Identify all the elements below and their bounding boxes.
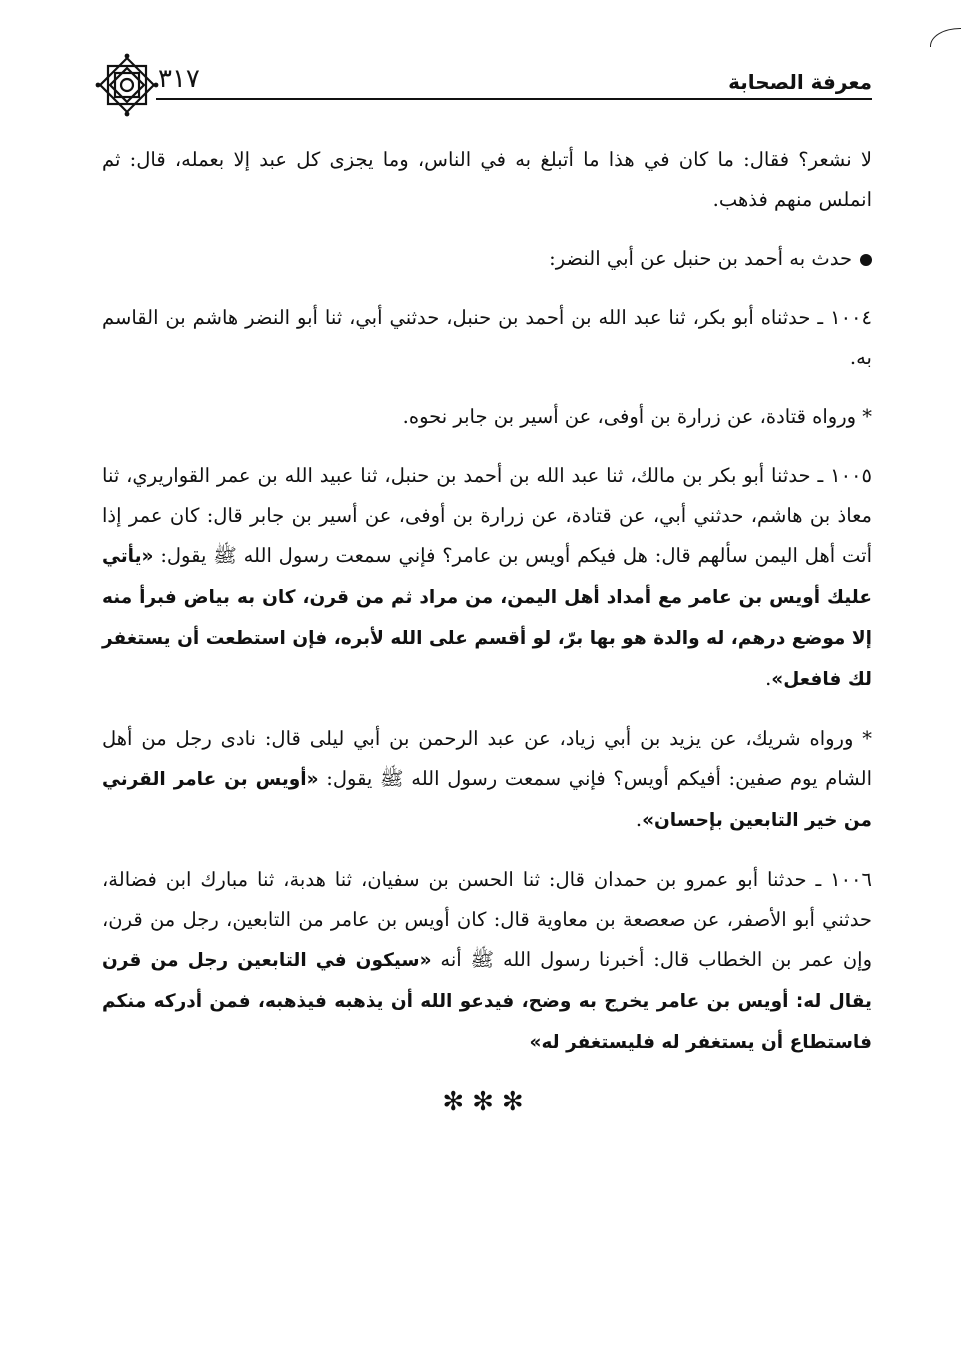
paragraph-text: ١٠٠٦ ـ حدثنا أبو عمرو بن حمدان قال: ثنا الحسن بن سفيان، ثنا هدبة، ثنا مبارك ابن فضالة، حدثني أبو الأصفر، عن صعصعة بن معاوية قال: كان أويس بن عامر من التابعين، رجل من قرن، وإن عمر بن الخطاب قال: أخبرنا رسول الله ﷺ أنه bbox=[102, 868, 872, 971]
bullet-icon bbox=[860, 254, 872, 266]
paragraph-text: لا نشعر؟ فقال: ما كان في هذا ما أتبلغ به في الناس، وما يجزى كل عبد إلا بعمله، قال: ثم انملس منهم فذهب. bbox=[102, 148, 872, 211]
paragraph-p7 bbox=[102, 860, 872, 1063]
hadith-quote: «يأتي عليك أويس بن عامر مع أمداد أهل اليمن، من مراد ثم من قرن، كان به بياض فبرأ منه إلا موضع درهم، له والدة هو بها برّ، لو أقسم على الله لأبره، فإن استطعت أن يستغفر لك فافعل» bbox=[102, 546, 872, 690]
paragraph-text: * ورواه قتادة، عن زرارة بن أوفى، عن أسير بن جابر نحوه. bbox=[402, 405, 872, 428]
paragraph-p3 bbox=[102, 298, 872, 378]
page-number: ٣١٧ bbox=[158, 64, 200, 94]
corner-scan-mark bbox=[930, 28, 961, 47]
hadith-quote: «سيكون في التابعين رجل من قرن يقال له: أويس بن عامر يخرج به وضح، فيدعو الله أن يذهبه فيذهبه، فمن أدركه منكم فاستطاع أن يستغفر له فليستغفر له» bbox=[102, 950, 872, 1053]
section-end-asterisks: ✻✻✻ bbox=[442, 1087, 532, 1117]
paragraph-text: ١٠٠٥ ـ حدثنا أبو بكر بن مالك، ثنا عبد الله بن أحمد بن حنبل، ثنا عبيد الله بن عمر القواريري، ثنا معاذ بن هاشم، حدثني أبي، عن قتادة، عن زرارة بن أوفى، عن أسير بن جابر قال: كان عمر إذا أتت أهل اليمن سألهم قال: هل فيكم أويس بن عامر؟ فإني سمعت رسول الله ﷺ يقول: bbox=[102, 464, 872, 567]
running-header-title: معرفة الصحابة bbox=[728, 70, 872, 94]
paragraph-p1 bbox=[102, 140, 872, 220]
eight-point-star-ornament-icon bbox=[94, 52, 160, 118]
header-rule bbox=[156, 98, 872, 100]
paragraph-text: . bbox=[635, 808, 643, 831]
paragraph-p2 bbox=[102, 239, 872, 279]
paragraph-text: ١٠٠٤ ـ حدثناه أبو بكر، ثنا عبد الله بن أحمد بن حنبل، حدثني أبي، ثنا أبو النضر هاشم بن القاسم به. bbox=[102, 306, 872, 369]
paragraph-text: * ورواه شريك، عن يزيد بن أبي زياد، عن عبد الرحمن بن أبي ليلى قال: نادى رجل من أهل الشام يوم صفين: أفيكم أويس؟ فإني سمعت رسول الله ﷺ يقول: bbox=[102, 727, 872, 790]
hadith-quote: «أويس بن عامر القرني من خير التابعين بإحسان» bbox=[102, 769, 872, 831]
paragraph-p5 bbox=[102, 456, 872, 700]
paragraph-text: . bbox=[765, 667, 772, 690]
page-header bbox=[94, 50, 872, 122]
paragraph-p4 bbox=[102, 397, 872, 437]
page-body bbox=[102, 140, 872, 1122]
paragraph-text: حدث به أحمد بن حنبل عن أبي النضر: bbox=[549, 247, 852, 270]
paragraph-p6 bbox=[102, 719, 872, 841]
